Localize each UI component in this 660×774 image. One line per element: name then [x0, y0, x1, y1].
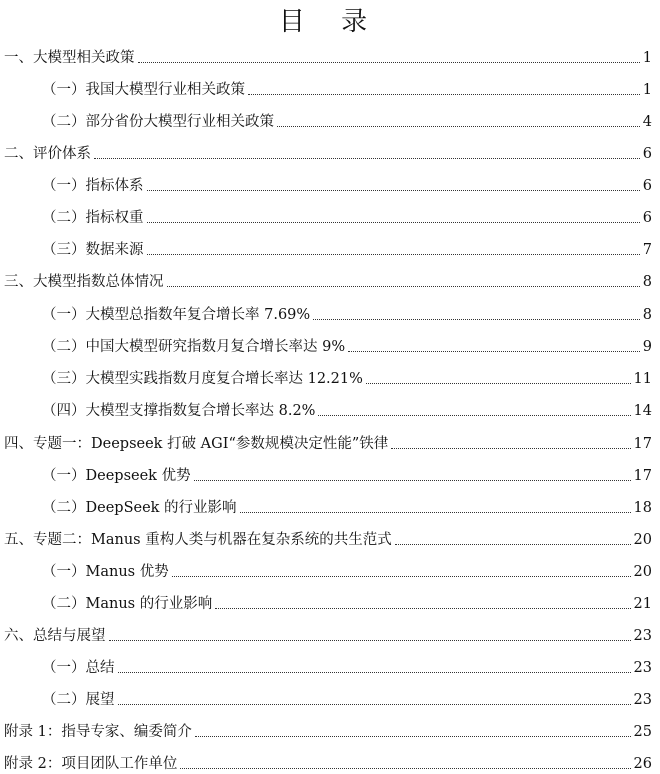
toc-entry-page-number: 6: [642, 210, 652, 226]
dot-leader: [195, 736, 631, 737]
toc-entry-label: （一）Manus 优势: [42, 564, 169, 580]
toc-entry-page-number: 21: [633, 596, 652, 612]
toc-entry-page-number: 7: [642, 242, 652, 258]
toc-entry-label: 附录 2：项目团队工作单位: [4, 756, 178, 772]
toc-entry-page-number: 1: [642, 82, 652, 98]
dot-leader: [194, 480, 631, 481]
toc-entry-page-number: 14: [633, 403, 652, 419]
toc-entry[interactable]: [0, 202, 652, 228]
toc-entry-label: （二）中国大模型研究指数月复合增长率达 9%: [42, 339, 346, 355]
toc-entry-label: 四、专题一：Deepseek 打破 AGI“参数规模决定性能”铁律: [4, 436, 389, 452]
toc-entry-page-number: 23: [633, 628, 652, 644]
dot-leader: [348, 351, 640, 352]
toc-entry-label: （二）DeepSeek 的行业影响: [42, 500, 237, 516]
toc-entry-label: （二）指标权重: [42, 210, 144, 226]
dot-leader: [172, 576, 631, 577]
toc-entry[interactable]: [0, 620, 652, 646]
toc-entry[interactable]: [0, 556, 652, 582]
toc-entry-page-number: 20: [633, 532, 652, 548]
toc-entry[interactable]: [0, 234, 652, 260]
toc-entry[interactable]: [0, 266, 652, 292]
toc-entry-label: （二）部分省份大模型行业相关政策: [42, 114, 274, 130]
toc-entry-page-number: 25: [633, 724, 652, 740]
toc-entry-label: （一）我国大模型行业相关政策: [42, 82, 245, 98]
dot-leader: [138, 62, 640, 63]
toc-entry-page-number: 6: [642, 178, 652, 194]
toc-entry-page-number: 6: [642, 146, 652, 162]
dot-leader: [118, 704, 631, 705]
toc-entry-label: （一）指标体系: [42, 178, 144, 194]
toc-entry[interactable]: [0, 652, 652, 678]
toc-entry-label: 附录 1：指导专家、编委简介: [4, 724, 192, 740]
toc-entry-label: （一）Deepseek 优势: [42, 468, 191, 484]
toc-entry[interactable]: [0, 684, 652, 710]
dot-leader: [240, 512, 631, 513]
toc-entry[interactable]: [0, 524, 652, 550]
toc-entry[interactable]: [0, 716, 652, 742]
toc-entry-page-number: 26: [633, 756, 652, 772]
toc-entry[interactable]: [0, 170, 652, 196]
toc-entry-label: （一）总结: [42, 660, 115, 676]
toc-entry[interactable]: [0, 74, 652, 100]
dot-leader: [248, 94, 640, 95]
toc-entry[interactable]: [0, 331, 652, 357]
dot-leader: [391, 448, 630, 449]
toc-title: 目 录: [278, 7, 382, 37]
toc-entry[interactable]: [0, 492, 652, 518]
dot-leader: [109, 640, 631, 641]
toc-entry[interactable]: [0, 588, 652, 614]
toc-entry-page-number: 18: [633, 500, 652, 516]
dot-leader: [366, 383, 631, 384]
toc-entry-label: （二）Manus 的行业影响: [42, 596, 213, 612]
dot-leader: [147, 254, 640, 255]
toc-entry-label: （二）展望: [42, 692, 115, 708]
dot-leader: [277, 126, 640, 127]
toc-entry-page-number: 9: [642, 339, 652, 355]
toc-entry-label: 六、总结与展望: [4, 628, 106, 644]
toc-entry-label: （一）大模型总指数年复合增长率 7.69%: [42, 307, 311, 323]
toc-entry-page-number: 23: [633, 692, 652, 708]
toc-entry-page-number: 20: [633, 564, 652, 580]
dot-leader: [118, 672, 631, 673]
toc-entry[interactable]: [0, 42, 652, 68]
toc-entry[interactable]: [0, 460, 652, 486]
dot-leader: [94, 158, 640, 159]
toc-entry-label: （四）大模型支撑指数复合增长率达 8.2%: [42, 403, 316, 419]
dot-leader: [180, 768, 630, 769]
dot-leader: [215, 608, 630, 609]
toc-entry[interactable]: [0, 748, 652, 774]
toc-entry-label: 二、评价体系: [4, 146, 91, 162]
toc-entry[interactable]: [0, 299, 652, 325]
toc-entry-label: 一、大模型相关政策: [4, 50, 135, 66]
toc-entry-label: 三、大模型指数总体情况: [4, 274, 164, 290]
dot-leader: [167, 286, 640, 287]
toc-entry-page-number: 4: [642, 114, 652, 130]
toc-entry[interactable]: [0, 106, 652, 132]
toc-entry-page-number: 8: [642, 274, 652, 290]
toc-entry-page-number: 23: [633, 660, 652, 676]
dot-leader: [318, 415, 630, 416]
toc-entry[interactable]: [0, 428, 652, 454]
toc-entry-label: （三）数据来源: [42, 242, 144, 258]
toc-entry-label: （三）大模型实践指数月度复合增长率达 12.21%: [42, 371, 363, 387]
toc-entry-label: 五、专题二：Manus 重构人类与机器在复杂系统的共生范式: [4, 532, 392, 548]
toc-entry-page-number: 1: [642, 50, 652, 66]
toc-entry-page-number: 11: [633, 371, 652, 387]
dot-leader: [313, 319, 640, 320]
toc-entry[interactable]: [0, 138, 652, 164]
dot-leader: [395, 544, 631, 545]
toc-entry[interactable]: [0, 395, 652, 421]
toc-entry-page-number: 17: [633, 436, 652, 452]
dot-leader: [147, 190, 640, 191]
toc-entry-page-number: 8: [642, 307, 652, 323]
toc-entry-page-number: 17: [633, 468, 652, 484]
dot-leader: [147, 222, 640, 223]
toc-entry[interactable]: [0, 363, 652, 389]
